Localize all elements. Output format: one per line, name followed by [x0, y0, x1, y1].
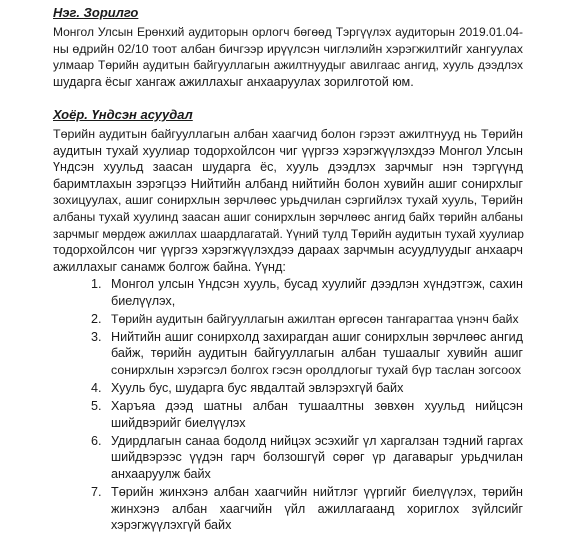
list-item-line: Нийтийн ашиг сонирхолд захирагдан ашиг сонирхлын зөрчлөөс ангид — [111, 329, 523, 344]
paragraph-line: Үндсэн хуульд заасан шударга ёс, хууль дээдлэх зарчмыг нэн тэргүүнд — [53, 160, 523, 175]
paragraph-line: шударга ёсыг хангаж ажиллахыг анхааруулах зорилготой юм. — [53, 74, 414, 89]
list-item — [53, 329, 523, 379]
list-item-line: Төрийн жинхэнэ албан хаагчийн нийтлэг үүргийг биелүүлэх, төрийн — [111, 485, 523, 500]
list-item-line: хэрэгжүүлэхгүй байх — [111, 518, 232, 533]
list-item-line: Харъяа дээд шатны албан тушаалтны зөвхөн хуульд нийцсэн — [111, 399, 523, 414]
list-item — [53, 311, 523, 328]
list-item-number: 6. — [91, 433, 102, 448]
list-item-line: биелүүлэх, — [111, 293, 176, 308]
list-item-line: жинхэнэ албан хаагчийн үйл ажиллагаанд хориглох зүйлсийг — [111, 501, 523, 516]
section-heading-main-issue: Хоёр. Үндсэн асуудал — [53, 107, 193, 122]
list-item-line: Төрийн аудитын байгууллагын ажилтан өргөсөн тангарагтаа үнэнч байх — [111, 311, 519, 326]
list-item-line: байж, төрийн аудитын байгууллагын албан тушаалыг хувийн ашиг — [111, 346, 523, 361]
list-item-line: Монгол улсын Үндсэн хууль, бусад хуулийг дээдлэн хүндэтгэж, сахин — [111, 277, 523, 291]
list-item-number: 2. — [91, 311, 102, 326]
list-item-number: 5. — [91, 399, 102, 414]
section-heading-goal: Нэг. Зорилго — [53, 5, 139, 20]
paragraph-line: албаны тухай хуулинд заасан ашиг сонирхлын зөрчлөөс ангид байх төрийн албаны — [53, 209, 523, 224]
paragraph-line: баримтлахын зэрэгцээ Нийтийн албанд нийтийн болон хувийн ашиг сонирхлыг — [53, 176, 523, 191]
paragraph-line: тодорхойлсон чиг үүргээ хэрэгжүүлэхдээ дараах зарчмын асуудлуудыг анхаарч — [53, 243, 523, 258]
list-item-line: Хууль бус, шударга бус явдалтай эвлэрэхгүй байх — [111, 381, 404, 396]
list-item-number: 4. — [91, 381, 102, 396]
list-item-line: сонирхлын хэрэгсэл болгох гэсэн оролдлогыг тухай бүр таслан зогсоох — [111, 362, 522, 377]
list-item — [53, 276, 523, 309]
list-item-line: анхааруулж байх — [111, 467, 211, 482]
paragraph-line: Төрийн аудитын байгууллагын албан хаагчид болон гэрээт ажилтнууд нь Төрийн — [53, 127, 523, 141]
paragraph-line: аудитын тухай хуулиар тодорхойлсон чиг үүргээ хэрэгжүүлэхдээ Монгол Улсын — [53, 143, 523, 158]
list-item — [53, 433, 523, 483]
list-item-number: 7. — [91, 485, 102, 500]
paragraph-line: зарчмыг мөрдөж ажиллах шаардлагатай. Үүний тулд Төрийн аудитын тухай хуулиар — [53, 226, 524, 241]
list-item-line: Удирдлагын санаа бодолд нийцэх эсэхийг үл харгалзан тэдний гаргах — [111, 433, 523, 448]
paragraph-line: ны өдрийн 02/10 тоот албан бичгээр ирүүлсэн чиглэлийн хэрэгжилтийг хангуулах — [53, 41, 523, 56]
principles-list — [53, 276, 523, 535]
paragraph-line: Монгол Улсын Ерөнхий аудиторын орлогч бөгөөд Тэргүүлэх аудиторын 2019.01.04- — [53, 25, 523, 39]
list-item — [53, 398, 523, 431]
list-item-number: 3. — [91, 329, 102, 344]
paragraph-line: ажиллахыг санамж болгож байна. Үүнд: — [53, 259, 286, 274]
paragraph-line: зохицуулах, ашиг сонирхлын зөрчлөөс урьдчилан сэргийлэх тухай хууль, Төрийн — [53, 193, 523, 208]
list-item-number: 1. — [91, 277, 102, 291]
main-issue-paragraph — [53, 126, 523, 275]
goal-paragraph — [53, 24, 523, 90]
list-item — [53, 380, 523, 397]
list-item — [53, 484, 523, 534]
list-item-line: шийдвэрээс үүдэн гарч болзошгүй сөрөг үр дагаварыг урьдчилан — [111, 450, 523, 465]
paragraph-line: улмаар Төрийн аудитын байгууллагын ажилтнуудыг авилгаас ангид, хууль дээдлэх — [53, 58, 523, 73]
list-item-line: шийдвэрийг биелүүлэх — [111, 415, 246, 430]
